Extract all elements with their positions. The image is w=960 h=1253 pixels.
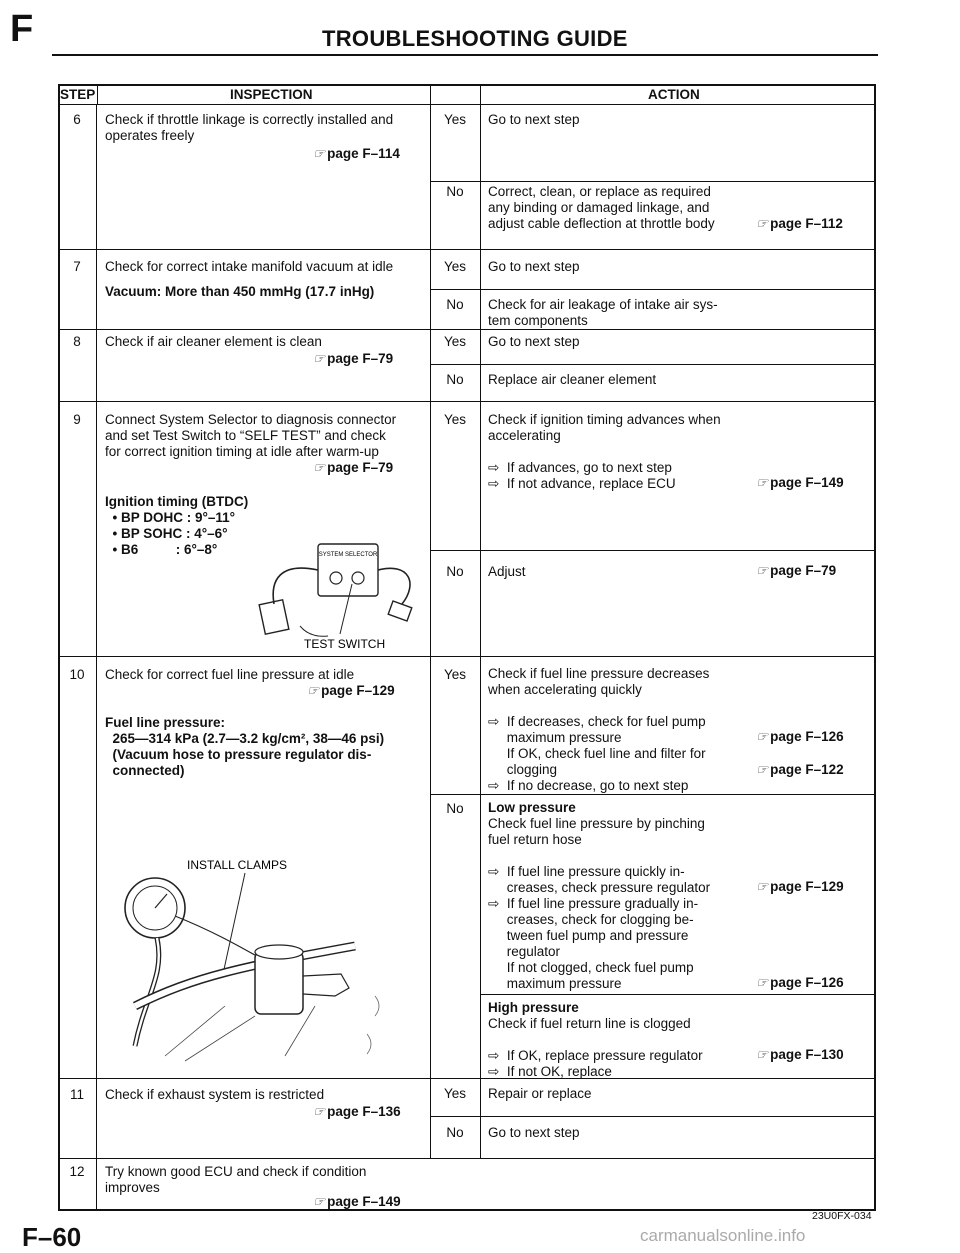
- inspection-text: Check if air cleaner element is clean: [105, 334, 322, 349]
- yes-label: Yes: [443, 412, 467, 427]
- yes-sub: ⇨ If decreases, check for fuel pump maximum pressure If OK, check fuel line and filter for clogging ⇨ If no decrease, go to next step: [488, 714, 706, 793]
- page-reference: ☞ page F–149: [756, 475, 844, 490]
- figure-code: 23U0FX-034: [812, 1210, 872, 1222]
- no-label: No: [446, 564, 464, 579]
- pointing-hand-icon: ☞: [756, 1047, 768, 1062]
- column-header-inspection: INSPECTION: [230, 87, 313, 102]
- inspection-text: Check for correct fuel line pressure at idle: [105, 667, 355, 682]
- pointing-hand-icon: ☞: [313, 351, 325, 366]
- no-action: Adjust: [488, 564, 526, 579]
- figure-label: TEST SWITCH: [304, 637, 386, 651]
- step-number: 6: [73, 112, 81, 127]
- inspection-text: Check for correct intake manifold vacuum at idle: [105, 259, 394, 274]
- yes-label: Yes: [443, 334, 467, 349]
- pointing-hand-icon: ☞: [313, 146, 325, 161]
- yes-sub-1: ⇨ If advances, go to next step: [488, 460, 672, 475]
- spec-text: Ignition timing (BTDC) • BP DOHC : 9°–11° • BP SOHC : 4°–6° • B6 : 6°–8°: [105, 494, 249, 557]
- yes-action: Go to next step: [488, 334, 580, 349]
- high-pressure-sub: ⇨ If OK, replace pressure regulator ⇨ If not OK, replace: [488, 1048, 703, 1079]
- pointing-hand-icon: ☞: [756, 475, 768, 490]
- step-number: 8: [73, 334, 81, 349]
- pointing-hand-icon: ☞: [756, 762, 768, 777]
- no-label: No: [446, 184, 464, 199]
- pointing-hand-icon: ☞: [756, 879, 768, 894]
- figure-box-label: SYSTEM SELECTOR: [318, 552, 378, 558]
- step-number: 7: [73, 259, 81, 274]
- step-number: 11: [69, 1087, 84, 1102]
- no-label: No: [446, 297, 464, 312]
- column-header-action: ACTION: [648, 87, 700, 102]
- no-action: Go to next step: [488, 1125, 580, 1140]
- figure-label: INSTALL CLAMPS: [187, 858, 288, 872]
- pointing-hand-icon: ☞: [756, 975, 768, 990]
- yes-action: Check if fuel line pressure decreases when accelerating quickly: [488, 666, 710, 697]
- column-header-step: STEP: [60, 87, 96, 102]
- inspection-text: Try known good ECU and check if condition improves: [105, 1164, 367, 1195]
- low-pressure-title: Low pressure: [488, 800, 576, 815]
- yes-label: Yes: [443, 1086, 467, 1101]
- low-pressure-sub: ⇨ If fuel line pressure quickly in- creases, check pressure regulator ⇨ If fuel line pressure gradually in- creases, check for clogging be- tween fuel pump and pressure regulator If not clogged, check fuel pump maximum pressure: [488, 864, 711, 991]
- page-reference: ☞ page F–122: [756, 762, 844, 777]
- yes-action: Repair or replace: [488, 1086, 592, 1101]
- page-reference: ☞ page F–126: [756, 975, 844, 990]
- no-action: Check for air leakage of intake air sys- tem components: [488, 297, 718, 328]
- pointing-hand-icon: ☞: [307, 683, 319, 698]
- yes-label: Yes: [443, 112, 467, 127]
- yes-action: Go to next step: [488, 259, 580, 274]
- watermark: carmanualsonline.info: [640, 1226, 806, 1245]
- step-number: 12: [69, 1164, 85, 1179]
- inspection-text: Connect System Selector to diagnosis connector and set Test Switch to “SELF TEST” and check for correct ignition timing at idle after warm-up: [105, 412, 397, 459]
- pointing-hand-icon: ☞: [313, 1104, 325, 1119]
- page-reference: ☞ page F–129: [756, 879, 844, 894]
- page-reference: ☞ page F–79: [313, 460, 394, 475]
- page-reference: ☞ page F–129: [307, 683, 395, 698]
- high-pressure-text: Check if fuel return line is clogged: [488, 1016, 691, 1031]
- page-reference: ☞ page F–79: [313, 351, 394, 366]
- page-reference: ☞ page F–79: [756, 563, 837, 578]
- page-title: TROUBLESHOOTING GUIDE: [322, 26, 628, 51]
- pointing-hand-icon: ☞: [756, 729, 768, 744]
- no-label: No: [446, 801, 464, 816]
- yes-action: Check if ignition timing advances when accelerating: [488, 412, 721, 443]
- page-reference: ☞ page F–130: [756, 1047, 844, 1062]
- inspection-text: Check if throttle linkage is correctly installed and operates freely: [105, 112, 394, 143]
- high-pressure-title: High pressure: [488, 1000, 579, 1015]
- yes-sub-2: ⇨ If not advance, replace ECU: [488, 476, 676, 491]
- no-action: Replace air cleaner element: [488, 372, 657, 387]
- spec-text: Vacuum: More than 450 mmHg (17.7 inHg): [105, 284, 375, 299]
- yes-label: Yes: [443, 259, 467, 274]
- no-label: No: [446, 1125, 464, 1140]
- low-pressure-text: Check fuel line pressure by pinching fuel return hose: [488, 816, 705, 847]
- section-letter: F: [10, 8, 34, 50]
- pointing-hand-icon: ☞: [756, 563, 768, 578]
- pointing-hand-icon: ☞: [313, 460, 325, 475]
- page-reference: ☞ page F–112: [756, 216, 843, 231]
- page-reference: ☞ page F–114: [313, 146, 400, 161]
- page-reference: ☞ page F–149: [313, 1194, 401, 1209]
- no-label: No: [446, 372, 464, 387]
- page-reference: ☞ page F–136: [313, 1104, 401, 1119]
- no-action: Correct, clean, or replace as required any binding or damaged linkage, and adjust cable deflection at throttle body: [488, 184, 715, 231]
- system-selector-figure: [240, 540, 430, 652]
- fuel-pressure-gauge-figure: [105, 856, 425, 1070]
- page-number: F–60: [22, 1222, 82, 1252]
- step-number: 9: [73, 412, 81, 427]
- spec-text: Fuel line pressure: 265—314 kPa (2.7—3.2 kg/cm², 38—46 psi) (Vacuum hose to pressure regulator dis- connected): [105, 715, 385, 778]
- header-rule: [52, 54, 878, 56]
- step-number: 10: [69, 667, 85, 682]
- yes-action: Go to next step: [488, 112, 580, 127]
- inspection-text: Check if exhaust system is restricted: [105, 1087, 325, 1102]
- pointing-hand-icon: ☞: [756, 216, 768, 231]
- yes-label: Yes: [443, 667, 467, 682]
- page-reference: ☞ page F–126: [756, 729, 844, 744]
- pointing-hand-icon: ☞: [313, 1194, 325, 1209]
